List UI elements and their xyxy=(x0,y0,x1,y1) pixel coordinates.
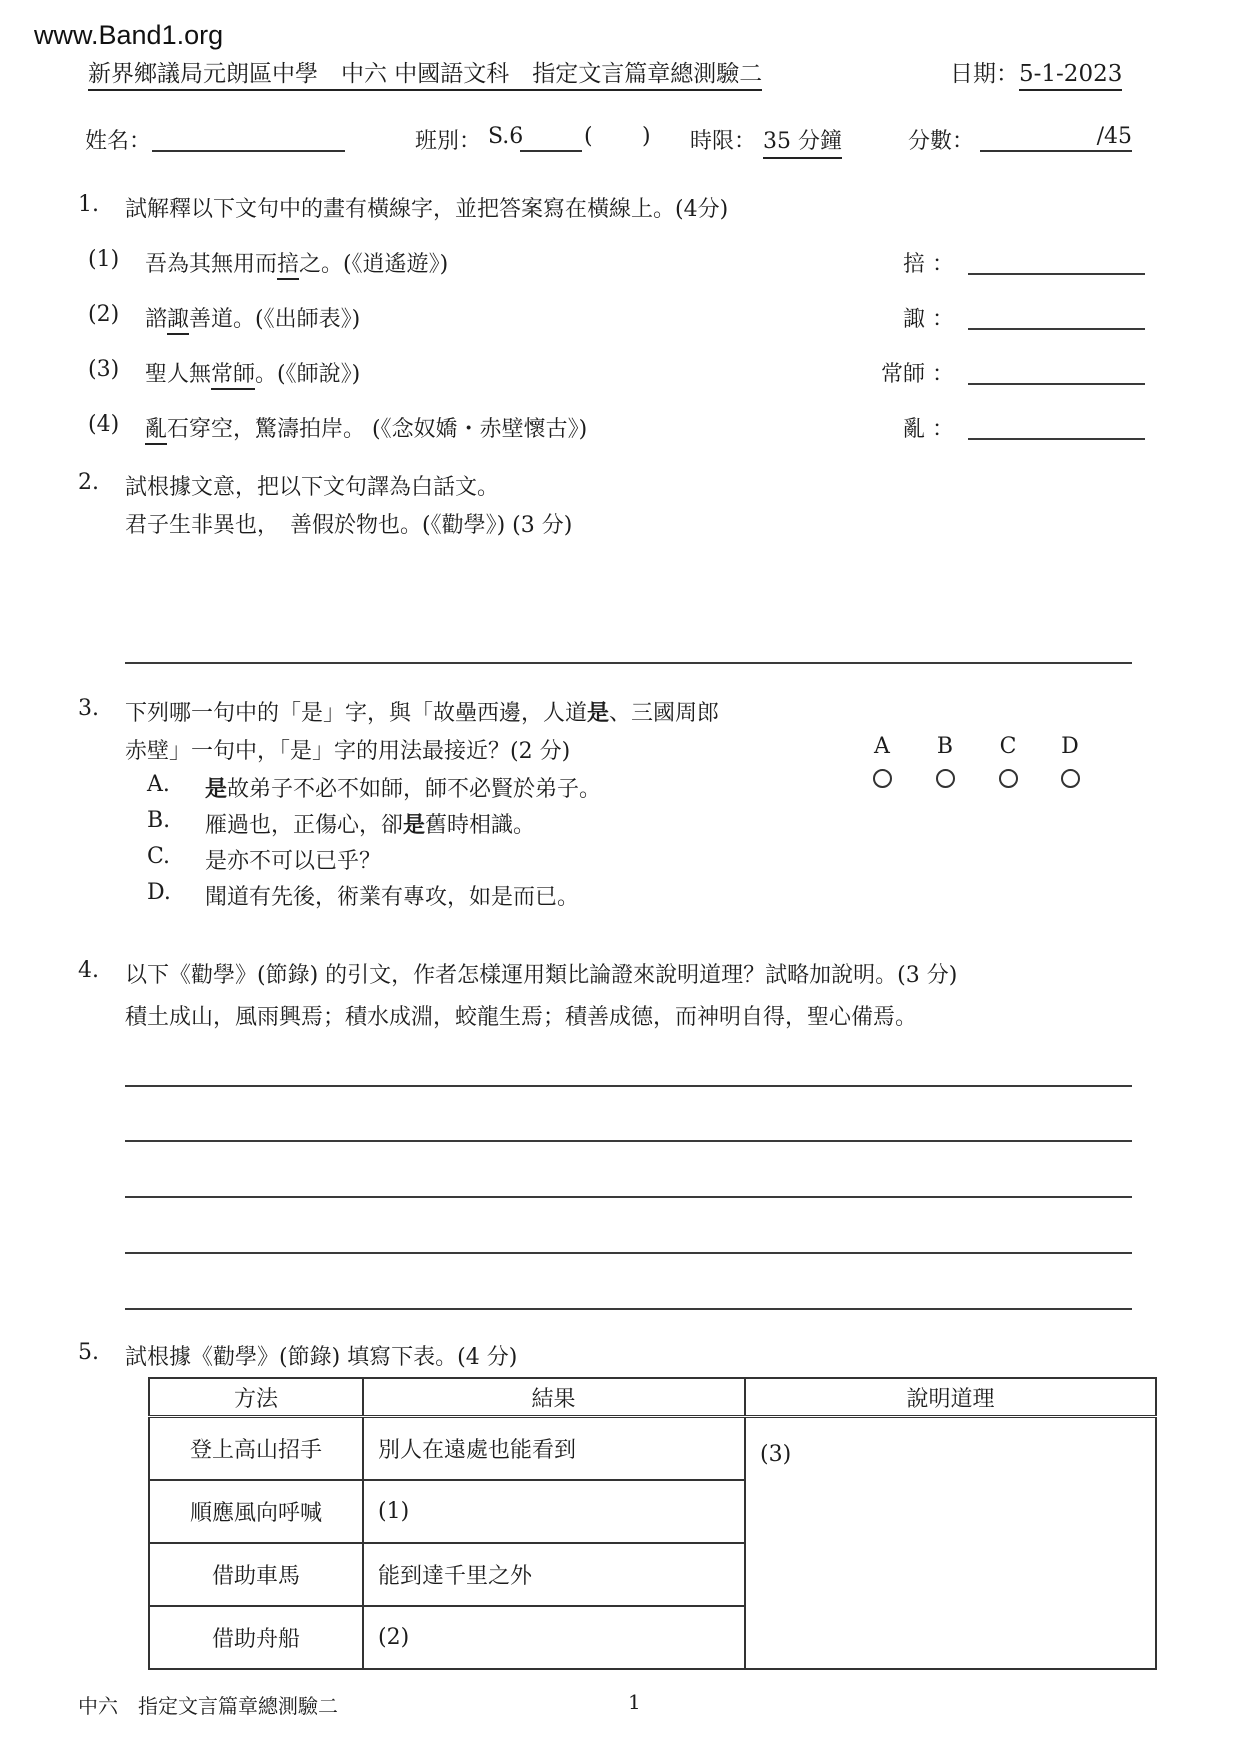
q3-option-c xyxy=(0,844,1240,884)
footer-title: 中六 指定文言篇章總測驗二 xyxy=(78,1694,338,1718)
question-4-header xyxy=(0,958,1240,998)
question-4-prompt: 以下《勸學》(節錄) 的引文，作者怎樣運用類比論證來說明道理？試略加說明。(3 分) xyxy=(125,963,958,988)
q3-option-a xyxy=(0,772,1240,812)
question-3-stem1 xyxy=(125,696,719,727)
question-2-header xyxy=(0,470,1240,510)
question-2-prompt: 試根據文意，把以下文句譯為白話文。 xyxy=(125,475,500,500)
score-total: /45 xyxy=(1096,124,1132,149)
sentence-post: 石穿空，驚濤拍岸。 (《念奴嬌・赤壁懷古》) xyxy=(167,417,588,442)
q1-item-1-answer-blank[interactable] xyxy=(968,259,1145,275)
q4-answer-line-5[interactable] xyxy=(125,1308,1132,1310)
table-cell-result-3: 能到達千里之外 xyxy=(363,1543,745,1606)
q1-item-4-term: 亂 xyxy=(902,417,925,442)
q1-item-4 xyxy=(0,412,1240,452)
sentence-pre: 吾為其無用而 xyxy=(145,252,278,277)
option-bold-char: 是 xyxy=(403,812,426,838)
question-5-number: 5. xyxy=(78,1340,99,1365)
q5-fill-table xyxy=(148,1377,1157,1670)
q1-item-4-colon: ： xyxy=(932,417,955,442)
option-bold-char: 是 xyxy=(205,776,228,802)
table-cell-method-1: 登上高山招手 xyxy=(149,1417,363,1481)
q1-item-2 xyxy=(0,302,1240,342)
q1-item-1-number: (1) xyxy=(88,247,120,272)
class-label: 班別： xyxy=(415,129,482,154)
table-header-reason: 說明道理 xyxy=(745,1378,1156,1417)
class-paren-close: ) xyxy=(642,124,651,149)
table-cell-reason-merged[interactable]: (3) xyxy=(745,1417,1156,1670)
q3-option-b xyxy=(0,808,1240,848)
score-label: 分數： xyxy=(908,129,975,154)
underlined-term: 諏 xyxy=(167,307,189,335)
question-5-header xyxy=(0,1340,1240,1380)
table-row xyxy=(149,1417,1156,1481)
option-post: 故弟子不必不如師，師不必賢於弟子。 xyxy=(227,777,602,802)
q1-item-2-number: (2) xyxy=(88,302,120,327)
stem-bold-char: 是 xyxy=(587,700,610,726)
q2-answer-line[interactable] xyxy=(125,662,1132,664)
table-header-method: 方法 xyxy=(149,1378,363,1417)
q1-item-4-answer-blank[interactable] xyxy=(968,424,1145,440)
question-1-header xyxy=(0,192,1240,232)
q3-option-d xyxy=(0,880,1240,920)
date-label: 日期： xyxy=(950,61,1019,87)
q1-item-3-term: 常師 xyxy=(880,362,925,387)
question-3-stem-line1 xyxy=(0,696,1240,736)
table-cell-result-4[interactable]: (2) xyxy=(363,1606,745,1669)
table-cell-result-1: 別人在遠處也能看到 xyxy=(363,1417,745,1481)
q1-item-1-colon: ： xyxy=(932,252,955,277)
question-4-quote: 積土成山，風雨興焉；積水成淵，蛟龍生焉；積善成德，而神明自得，聖心備焉。 xyxy=(125,1005,918,1030)
question-3-stem-line2-row xyxy=(0,734,1240,774)
school-title-text: 新界鄉議局元朗區中學 中六 中國語文科 指定文言篇章總測驗二 xyxy=(88,61,762,91)
table-header-result: 結果 xyxy=(363,1378,745,1417)
question-1-prompt: 試解釋以下文句中的畫有橫線字，並把答案寫在橫線上。(4分) xyxy=(125,197,729,222)
table-header-row xyxy=(149,1378,1156,1417)
question-5-prompt: 試根據《勸學》(節錄) 填寫下表。(4 分) xyxy=(125,1345,518,1370)
q4-answer-line-4[interactable] xyxy=(125,1252,1132,1254)
header-school-title xyxy=(88,55,762,88)
q1-item-4-number: (4) xyxy=(88,412,120,437)
option-pre: 是亦不可以已乎？ xyxy=(205,849,382,874)
option-c-letter: C. xyxy=(147,844,171,869)
name-input-blank[interactable] xyxy=(152,150,345,152)
sentence-post: 。(《師說》) xyxy=(255,362,361,387)
option-pre: 聞道有先後，術業有專攻，如是而已。 xyxy=(205,885,580,910)
question-2-sentence-row xyxy=(0,508,1240,548)
table-cell-method-3: 借助車馬 xyxy=(149,1543,363,1606)
option-post: 舊時相識。 xyxy=(425,813,536,838)
q1-item-2-answer-blank[interactable] xyxy=(968,314,1145,330)
q1-item-1-term: 掊 xyxy=(902,252,925,277)
sentence-pre: 聖人無 xyxy=(145,362,212,387)
choice-letter-c: C xyxy=(999,734,1017,759)
time-value: 35 分鐘 xyxy=(763,124,842,159)
underlined-term: 掊 xyxy=(277,252,299,280)
q1-item-3-number: (3) xyxy=(88,357,120,382)
class-input-blank[interactable] xyxy=(520,150,582,152)
q1-item-2-sentence xyxy=(145,302,360,333)
question-4-number: 4. xyxy=(78,958,99,983)
q1-item-3 xyxy=(0,357,1240,397)
underlined-term: 常師 xyxy=(211,362,255,390)
option-a-letter: A. xyxy=(147,772,170,797)
choice-letter-b: B xyxy=(936,734,954,759)
option-d-letter: D. xyxy=(147,880,171,905)
q1-item-2-colon: ： xyxy=(932,307,955,332)
q1-item-1 xyxy=(0,247,1240,287)
q1-item-2-term: 諏 xyxy=(902,307,925,332)
q4-answer-line-2[interactable] xyxy=(125,1140,1132,1142)
question-2-number: 2. xyxy=(78,470,99,495)
table-cell-result-2[interactable]: (1) xyxy=(363,1480,745,1543)
student-info-line xyxy=(0,124,1240,164)
question-4-quote-row xyxy=(0,1000,1240,1040)
header-date xyxy=(950,55,1122,88)
q1-item-4-sentence xyxy=(145,412,587,443)
question-1-number: 1. xyxy=(78,192,99,217)
q4-answer-line-1[interactable] xyxy=(125,1085,1132,1087)
choice-letter-a: A xyxy=(874,734,890,759)
option-c-text xyxy=(205,844,381,875)
option-a-text xyxy=(205,772,601,803)
question-2-sentence: 君子生非異也， 善假於物也。(《勸學》) (3 分) xyxy=(125,513,573,538)
date-value: 5-1-2023 xyxy=(1019,61,1122,91)
option-b-letter: B. xyxy=(147,808,171,833)
footer-page-number: 1 xyxy=(628,1690,641,1714)
site-watermark: www.Band1.org xyxy=(34,20,224,50)
choice-letter-d: D xyxy=(1061,734,1079,759)
q1-item-3-answer-blank[interactable] xyxy=(968,369,1145,385)
score-input-blank[interactable] xyxy=(980,124,1132,152)
stem-pre: 下列哪一句中的「是」字，與「故壘西邊，人道 xyxy=(125,701,588,726)
sentence-post: 善道。(《出師表》) xyxy=(189,307,361,332)
option-d-text xyxy=(205,880,579,911)
underlined-term: 亂 xyxy=(145,417,167,445)
class-paren-open: ( xyxy=(584,124,593,149)
q1-item-3-colon: ： xyxy=(932,362,955,387)
stem-post: 、三國周郎 xyxy=(609,701,720,726)
question-3-number: 3. xyxy=(78,696,99,721)
q4-answer-line-3[interactable] xyxy=(125,1196,1132,1198)
sentence-pre: 諮 xyxy=(145,307,168,332)
name-label: 姓名： xyxy=(85,129,152,154)
q1-item-3-sentence xyxy=(145,357,360,388)
table-cell-method-2: 順應風向呼喊 xyxy=(149,1480,363,1543)
table-cell-method-4: 借助舟船 xyxy=(149,1606,363,1669)
option-b-text xyxy=(205,808,535,839)
question-3-stem2: 赤壁」一句中，「是」字的用法最接近？(2 分) xyxy=(125,739,571,764)
option-pre: 雁過也，正傷心，卻 xyxy=(205,813,404,838)
q1-item-1-sentence xyxy=(145,247,448,278)
time-label: 時限： xyxy=(690,129,757,154)
sentence-post: 之。(《逍遙遊》) xyxy=(299,252,449,277)
class-value: S.6 xyxy=(488,124,524,149)
